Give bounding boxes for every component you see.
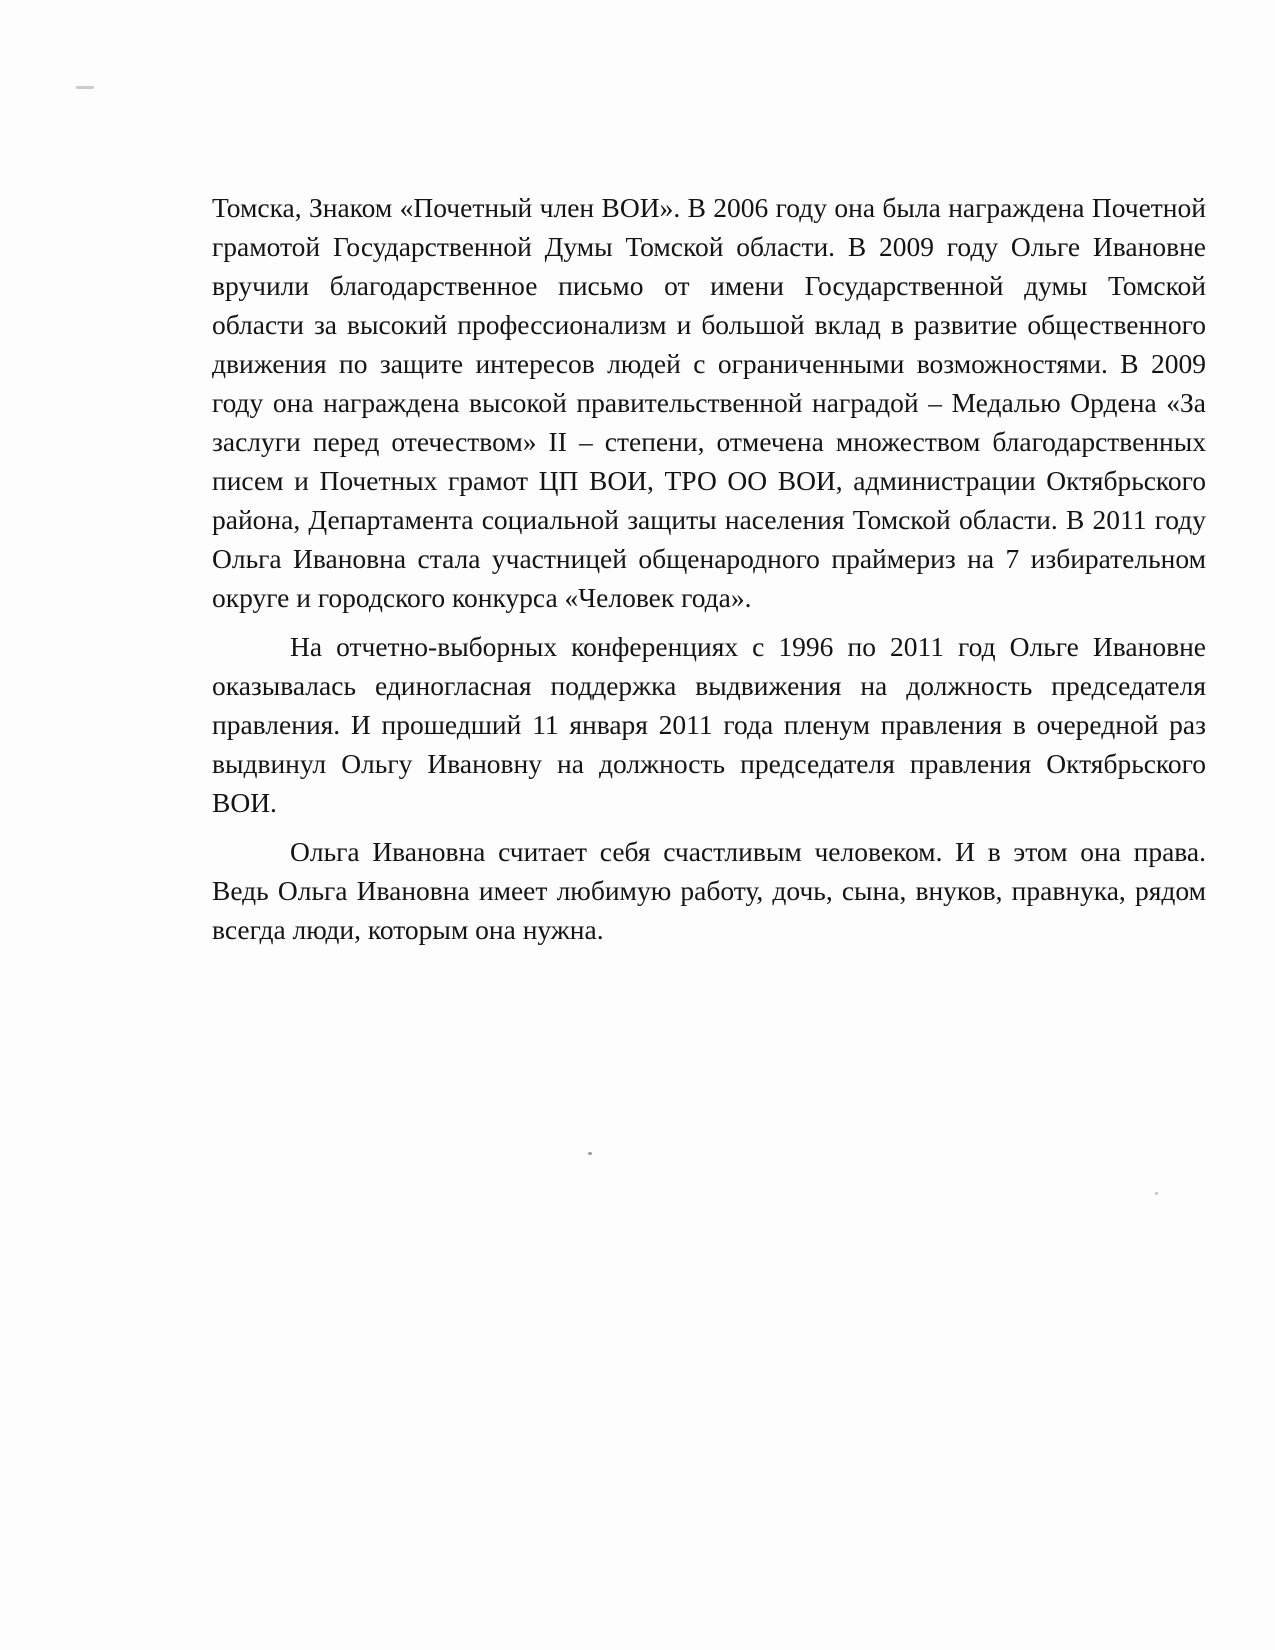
document-body <box>212 188 1206 959</box>
scan-speck <box>1155 1192 1158 1195</box>
scan-speck <box>588 1152 592 1155</box>
paragraph-awards: Томска, Знаком «Почетный член ВОИ». В 2006 году она была награждена Почетной грамотой Государственной Думы Томской области. В 2009 году Ольге Ивановне вручили благодарственное письмо от имени Государственной думы Томской области за высокий профессионализм и большой вклад в развитие общественного движения по защите интересов людей с ограниченными возможностями. В 2009 году она награждена высокой правительственной наградой – Медалью Ордена «За заслуги перед отечеством» II – степени, отмечена множеством благодарственных писем и Почетных грамот ЦП ВОИ, ТРО ОО ВОИ, администрации Октябрьского района, Департамента социальной защиты населения Томской области. В 2011 году Ольга Ивановна стала участницей общенародного праймериз на 7 избирательном округе и городского конкурса «Человек года». <box>212 192 1206 613</box>
paragraph-elections: На отчетно-выборных конференциях с 1996 по 2011 год Ольге Ивановне оказывалась единогласная поддержка выдвижения на должность председателя правления. И прошедший 11 января 2011 года пленум правления в очередной раз выдвинул Ольгу Ивановну на должность председателя правления Октябрьского ВОИ. <box>212 631 1206 818</box>
paragraph-happiness: Ольга Ивановна считает себя счастливым человеком. И в этом она права. Ведь Ольга Ивановна имеет любимую работу, дочь, сына, внуков, правнука, рядом всегда люди, которым она нужна. <box>212 836 1206 945</box>
scan-speck <box>76 86 94 89</box>
